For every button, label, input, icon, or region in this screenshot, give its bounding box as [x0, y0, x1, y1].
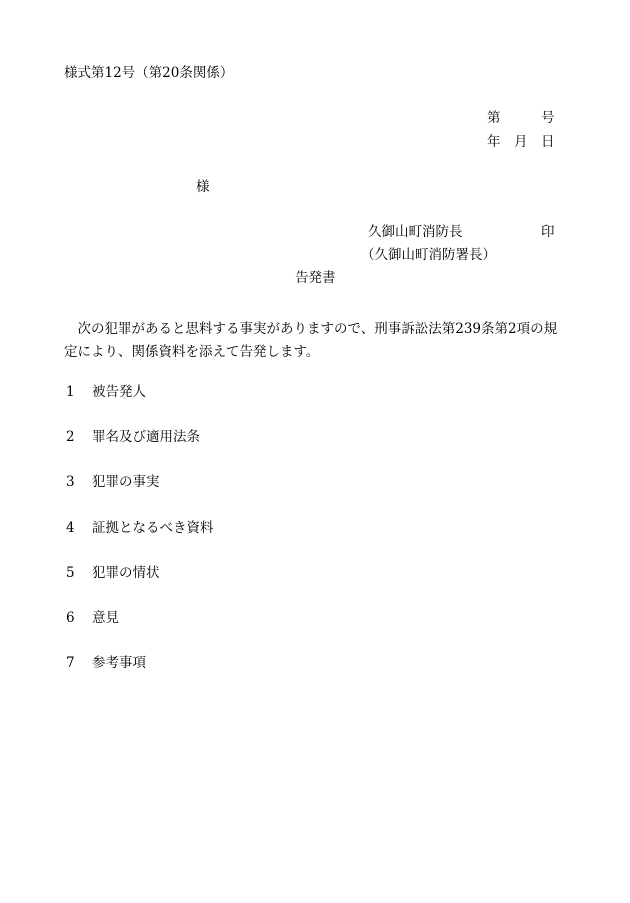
item-number: 7 [66, 655, 75, 671]
date-day-label: 日 [541, 134, 555, 150]
date-month-label: 月 [514, 134, 528, 150]
issuer-alternate: （久御山町消防署長） [361, 247, 496, 263]
list-item [64, 476, 160, 490]
item-number: 4 [66, 520, 75, 536]
document-number-suffix: 号 [541, 110, 555, 126]
list-item [64, 431, 200, 445]
addressee-honorific: 様 [196, 179, 210, 195]
document-number-prefix: 第 [487, 110, 501, 126]
item-number: 1 [66, 384, 75, 400]
item-number: 3 [66, 474, 75, 490]
date-year-label: 年 [487, 134, 501, 150]
form-number: 様式第12号（第20条関係） [64, 65, 234, 81]
body-paragraph: 次の犯罪があると思料する事実がありますので、刑事訴訟法第239条第2項の規定により、関係資料を添えて告発します。 [64, 321, 558, 360]
item-label: 罪名及び適用法条 [92, 429, 200, 445]
issuer-name: 久御山町消防長 [368, 224, 463, 240]
list-item [64, 612, 119, 626]
seal-mark: 印 [541, 224, 555, 240]
item-label: 証拠となるべき資料 [92, 520, 214, 536]
item-number: 6 [66, 610, 75, 626]
item-label: 犯罪の情状 [92, 565, 160, 581]
item-number: 2 [66, 429, 75, 445]
item-label: 犯罪の事実 [92, 474, 160, 490]
list-item [64, 522, 214, 536]
list-item [64, 567, 160, 581]
document-title: 告発書 [295, 270, 336, 286]
list-item [64, 386, 146, 400]
item-label: 参考事項 [92, 655, 146, 671]
list-item [64, 657, 146, 671]
item-label: 意見 [92, 610, 119, 626]
item-label: 被告発人 [92, 384, 146, 400]
item-number: 5 [66, 565, 75, 581]
